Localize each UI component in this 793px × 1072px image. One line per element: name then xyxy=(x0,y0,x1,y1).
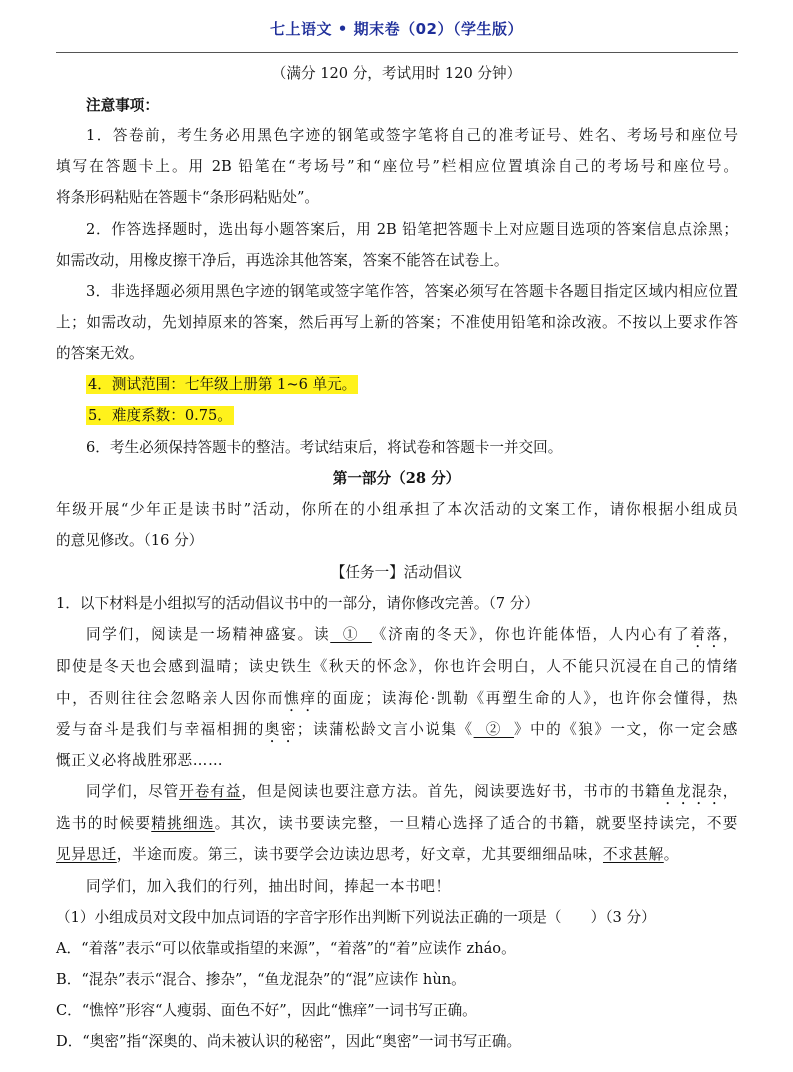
passage-c-line-1: 同学们，加入我们的行列，抽出时间，捧起一本书吧！ xyxy=(86,878,451,895)
underlined-jingtiaoxixuan: 精挑细选 xyxy=(151,815,215,832)
notice-item-2-line-2: 如需改动，用橡皮擦干净后，再选涂其他答案，答案不能答在试卷上。 xyxy=(56,252,509,269)
notice-item-3-line-3: 的答案无效。 xyxy=(56,345,144,362)
exam-info: （满分 120 分，考试用时 120 分钟） xyxy=(271,65,522,82)
dotted-word-yulonghunza: 鱼龙混杂 xyxy=(660,783,723,800)
part1-intro-line-1: 年级开展“少年正是读书时”活动，你所在的小组承担了本次活动的文案工作，请你根据小组成员 xyxy=(56,501,738,518)
passage-a-line-1: 同学们，阅读是一场精神盛宴。读 ① 《济南的冬天》，你也许能体悟，人内心有了着落， xyxy=(86,626,739,643)
question-1: 1．以下材料是小组拟写的活动倡议书中的一部分，请你修改完善。（7 分） xyxy=(56,595,539,612)
notice-item-1-line-2: 填写在答题卡上。用 2B 铅笔在“考场号”和“座位号”栏相应位置填涂自己的考场号和座位号。 xyxy=(56,158,738,175)
dotted-word-qiaocui: 憔痒 xyxy=(284,690,317,707)
notice-item-5 xyxy=(86,406,234,426)
notice-heading: 注意事项： xyxy=(86,97,159,114)
notice-item-1-line-1: 1．答卷前，考生务必用黑色字迹的钢笔或签字笔将自己的准考证号、姓名、考场号和座位号 xyxy=(86,127,738,144)
dotted-word-zhuoluo: 着落 xyxy=(690,626,723,643)
passage-b-line-1: 同学们，尽管开卷有益，但是阅读也要注意方法。首先，阅读要选好书，书市的书籍鱼龙混杂， xyxy=(86,783,738,800)
option-c: C．“憔悴”形容“人瘦弱、面色不好”，因此“憔痒”一词书写正确。 xyxy=(56,1002,477,1019)
passage-a-line-5: 慨正义必将战胜邪恶…… xyxy=(56,752,224,769)
notice-item-3-line-1: 3．非选择题必须用黑色字迹的钢笔或签字笔作答，答案必须写在答题卡各题目指定区域内相应位置 xyxy=(86,283,738,300)
underlined-jianyisiqian: 见异思迁 xyxy=(56,846,117,863)
underlined-kaijuanyouyi: 开卷有益 xyxy=(179,783,242,800)
notice-item-2-line-1: 2．作答选择题时，选出每小题答案后，用 2B 铅笔把答题卡上对应题目选项的答案信息点涂黑； xyxy=(86,221,738,238)
blank-1: ① xyxy=(330,626,372,643)
passage-b-line-2: 选书的时候要精挑细选。其次，读书要读完整，一旦精心选择了适合的书籍，就要坚持读完，不要 xyxy=(56,815,738,832)
notice-item-1-line-3: 将条形码粘贴在答题卡“条形码粘贴处”。 xyxy=(56,189,320,206)
option-b: B．“混杂”表示“混合、掺杂”，“鱼龙混杂”的“混”应读作 hùn。 xyxy=(56,971,466,988)
sub-question-1-stem: （1）小组成员对文段中加点词语的字音字形作出判断下列说法正确的一项是（ ）（3 分） xyxy=(56,909,656,926)
passage-a-line-3: 中，否则往往会忽略亲人因你而憔痒的面庞；读海伦·凯勒《再塑生命的人》，也许你会懂得，热 xyxy=(56,690,739,707)
part1-intro-line-2: 的意见修改。（16 分） xyxy=(56,532,204,549)
passage-a-line-4: 爱与奋斗是我们与幸福相拥的奥密；读蒲松龄文言小说集《 ② 》中的《狼》一文，你一定会感 xyxy=(56,721,738,738)
difficulty-highlight: 5．难度系数：0.75。 xyxy=(88,407,232,424)
option-d: D．“奥密”指“深奥的、尚未被认识的秘密”，因此“奥密”一词书写正确。 xyxy=(56,1033,522,1050)
dotted-word-aomi: 奥密 xyxy=(264,721,297,738)
notice-item-6: 6．考生必须保持答题卡的整洁。考试结束后，将试卷和答题卡一并交回。 xyxy=(86,439,563,456)
page-header-title: 七上语文 • 期末卷（02）（学生版） xyxy=(270,20,523,38)
header-divider xyxy=(56,52,738,53)
passage-a-line-2: 即使是冬天也会感到温晴；读史铁生《秋天的怀念》，你也许会明白，人不能只沉浸在自己的情绪 xyxy=(56,658,738,675)
passage-b-line-3: 见异思迁，半途而废。第三，读书要学会边读边思考，好文章，尤其要细细品味，不求甚解。 xyxy=(56,846,679,863)
test-scope-highlight: 4．测试范围：七年级上册第 1~6 单元。 xyxy=(88,376,357,393)
part1-heading: 第一部分（28 分） xyxy=(332,470,461,487)
task1-heading: 【任务一】活动倡议 xyxy=(330,564,463,581)
notice-item-3-line-2: 上；如需改动，先划掉原来的答案，然后再写上新的答案；不准使用铅笔和涂改液。不按以上要求作答 xyxy=(56,314,738,331)
notice-item-4 xyxy=(86,375,358,395)
underlined-buqiushenjie: 不求甚解 xyxy=(602,846,664,863)
blank-2: ② xyxy=(473,721,515,738)
option-a: A．“着落”表示“可以依靠或指望的来源”，“着落”的“着”应读作 zháo。 xyxy=(56,940,516,957)
